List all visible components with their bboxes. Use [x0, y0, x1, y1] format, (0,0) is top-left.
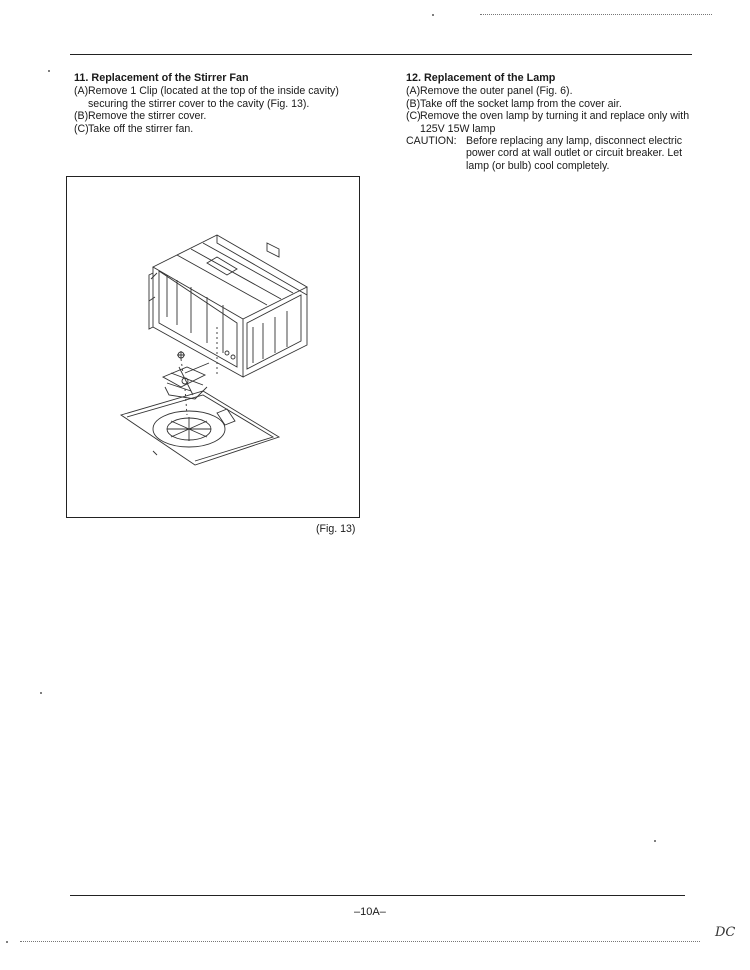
caution-label: CAUTION:: [406, 135, 457, 148]
step-text: Remove the oven lamp by turning it and replace only with 125V 15W lamp: [420, 110, 690, 135]
step-text: Take off the socket lamp from the cover air.: [420, 97, 622, 110]
footer-rule: [70, 895, 685, 896]
alignment-lines: [181, 327, 217, 415]
caution-note: [406, 135, 696, 172]
scan-speck: [48, 70, 50, 72]
step-c: [406, 110, 696, 135]
stirrer-cover-drawing: [121, 391, 279, 465]
scan-speck: [6, 941, 8, 943]
stirrer-fan-section: [74, 72, 374, 135]
step-a: [74, 85, 374, 110]
step-mark: (C): [406, 110, 421, 123]
step-text: Remove 1 Clip (located at the top of the inside cavity) securing the stirrer cover to the cavity (Fig. 13).: [88, 85, 339, 110]
step-mark: (C): [74, 122, 89, 135]
step-b: [74, 110, 374, 122]
scan-dotted-line-bottom: [20, 941, 700, 942]
step-mark: (B): [74, 110, 89, 123]
clip-drawing: [177, 351, 185, 359]
section-title: 11. Replacement of the Stirrer Fan: [74, 72, 249, 84]
figure-caption: (Fig. 13): [316, 523, 356, 535]
scan-speck: [432, 14, 434, 16]
step-b: [406, 98, 696, 110]
oven-cavity-drawing: [149, 235, 307, 377]
step-text: Remove the outer panel (Fig. 6).: [420, 85, 573, 98]
scan-dotted-line-top: [480, 14, 712, 15]
lamp-section: [406, 72, 696, 172]
step-mark: (A): [406, 85, 421, 98]
section-title: 12. Replacement of the Lamp: [406, 72, 556, 84]
handwritten-initials: DC: [715, 925, 736, 940]
scan-speck: [40, 692, 42, 694]
exploded-view-illustration: [67, 177, 359, 517]
page-number: –10A–: [354, 906, 386, 918]
step-mark: (A): [74, 85, 89, 98]
step-text: Take off the stirrer fan.: [88, 122, 194, 135]
step-text: Remove the stirrer cover.: [88, 110, 207, 123]
figure-13-frame: [66, 176, 360, 518]
stirrer-fan-drawing: [163, 363, 209, 399]
step-a: [406, 85, 696, 97]
header-rule: [70, 54, 692, 55]
scan-speck: [654, 840, 656, 842]
step-mark: (B): [406, 97, 421, 110]
caution-text: Before replacing any lamp, disconnect electric power cord at wall outlet or circuit breaker. Let lamp (or bulb) cool completely.: [466, 135, 683, 172]
step-c: [74, 123, 374, 135]
